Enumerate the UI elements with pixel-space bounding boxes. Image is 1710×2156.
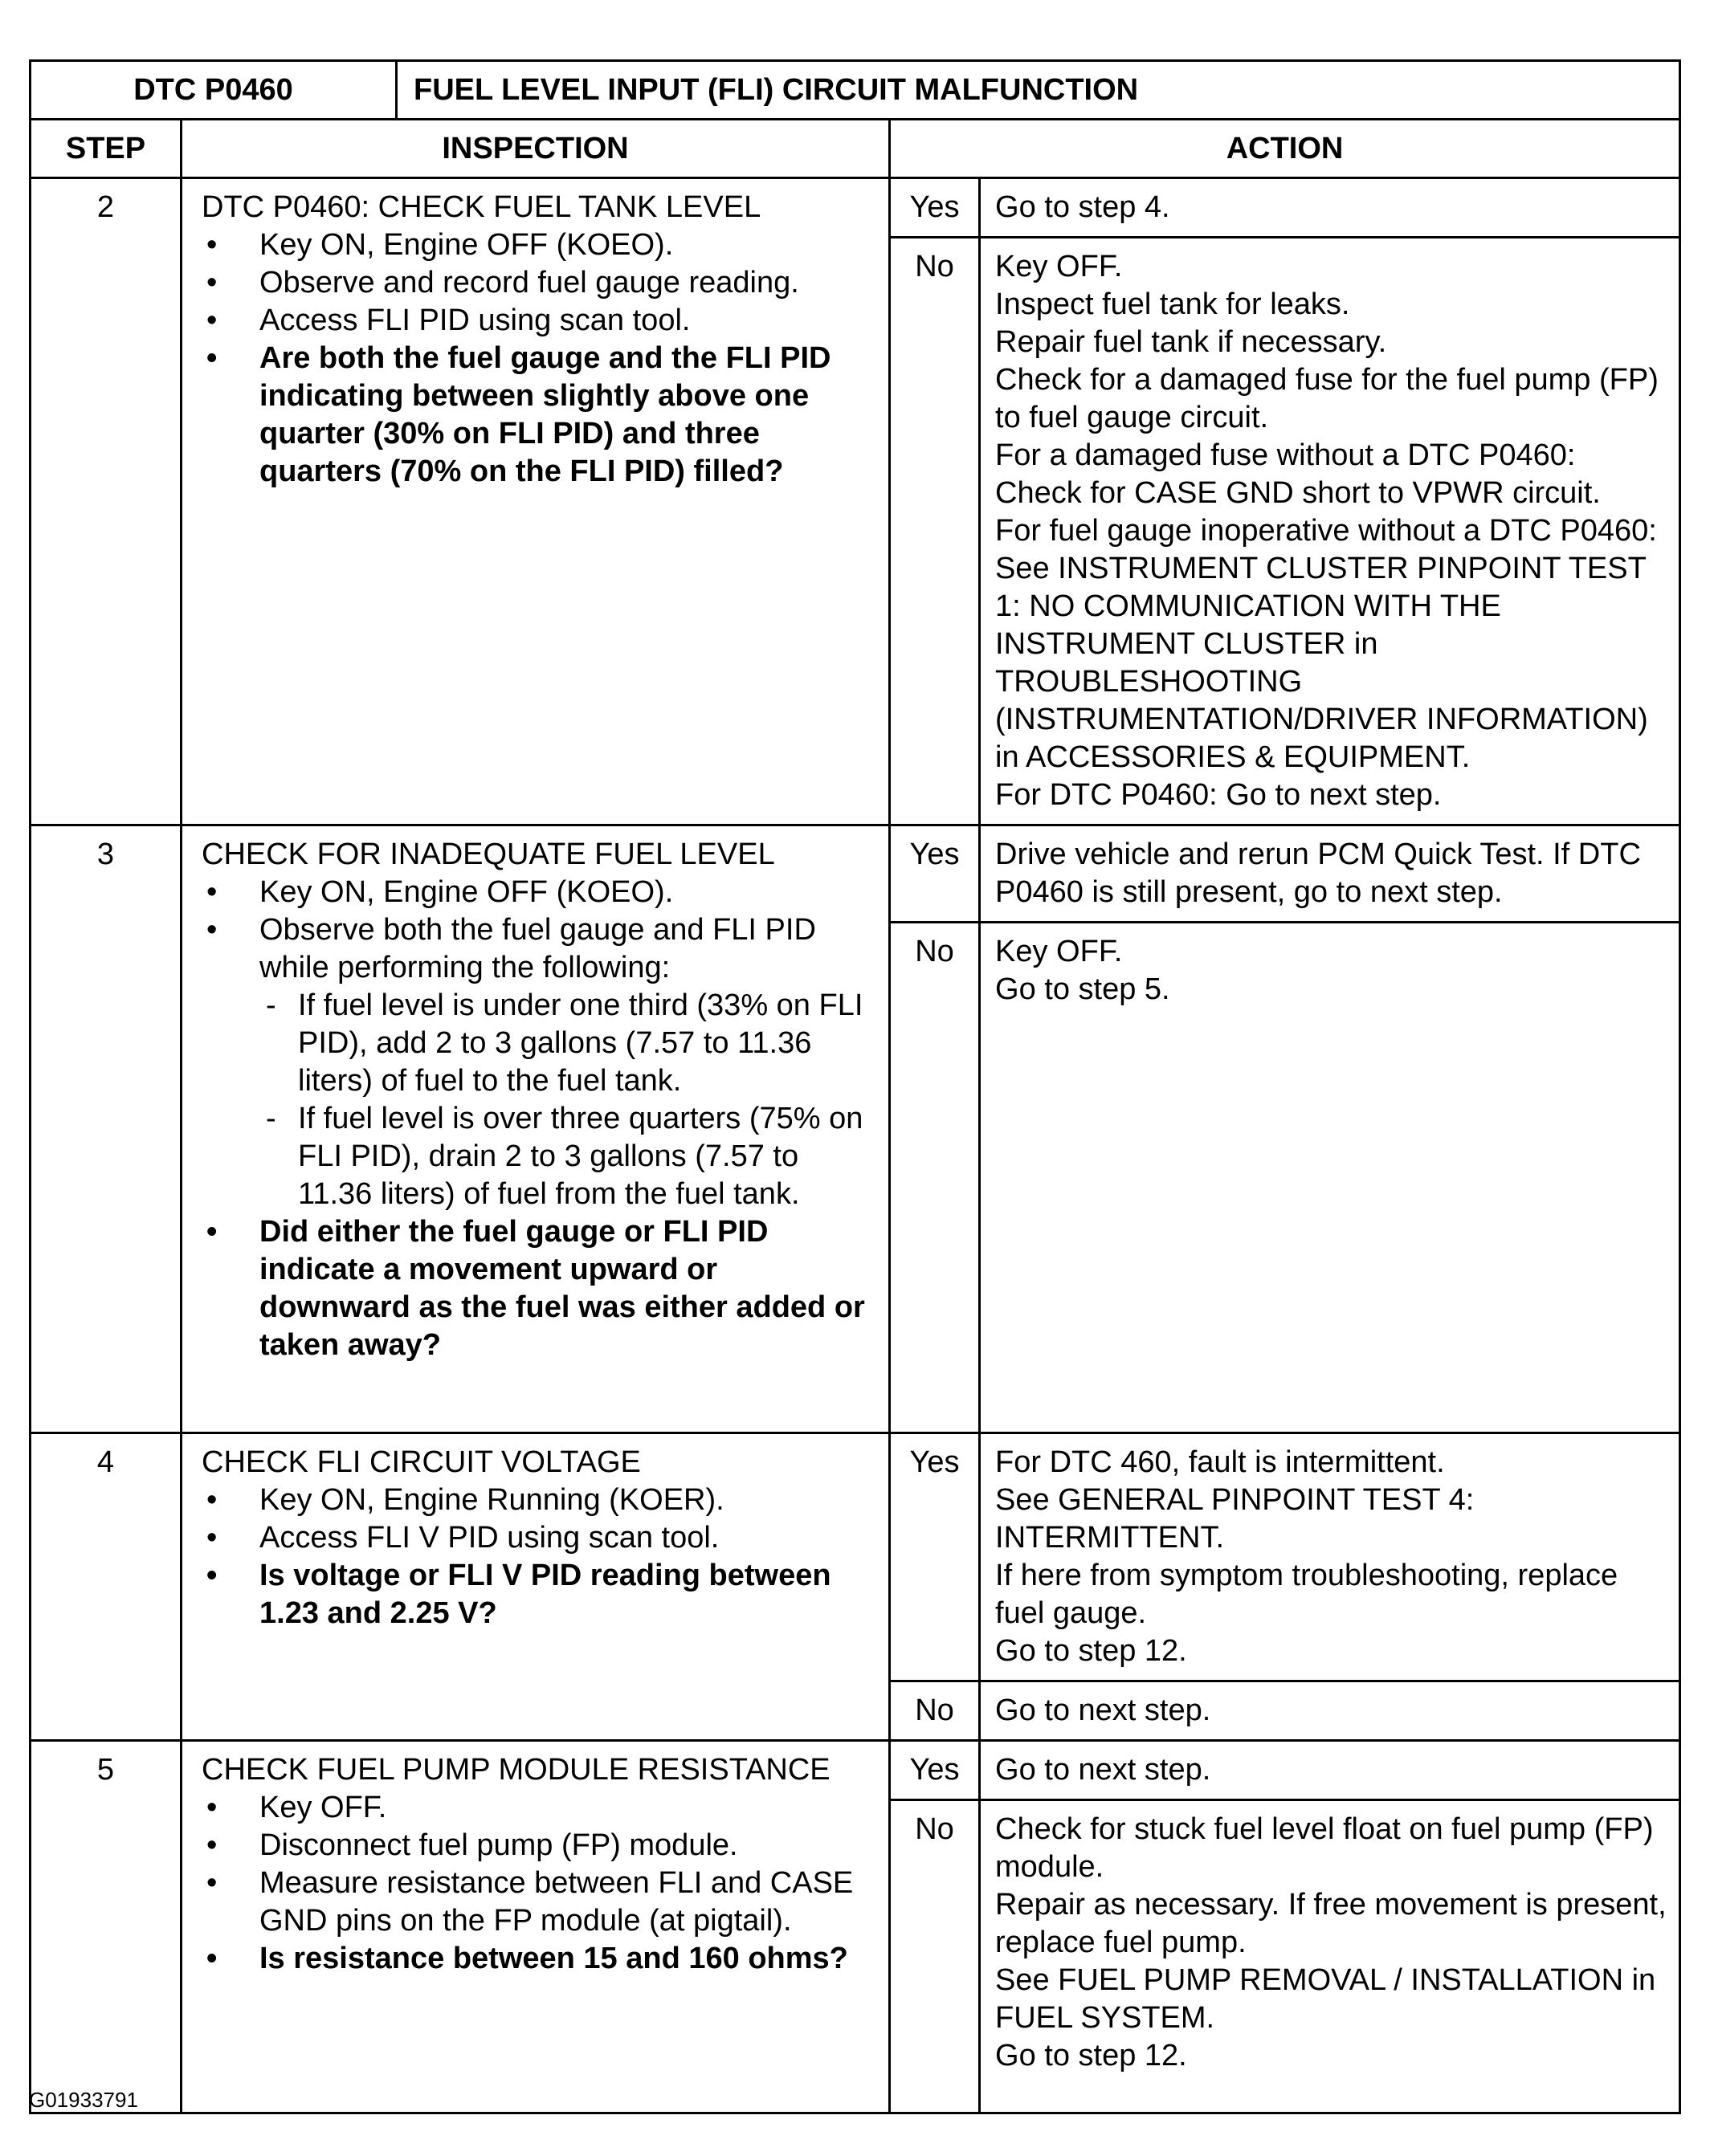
- step-row: [31, 825, 1680, 923]
- action-line: For a damaged fuse without a DTC P0460: Check for CASE GND short to VPWR circuit.: [995, 438, 1601, 510]
- action-line: See FUEL PUMP REMOVAL / INSTALLATION in FUEL SYSTEM.: [995, 1963, 1656, 2035]
- step-column-header: STEP: [31, 120, 182, 178]
- step-number: 5: [31, 1741, 182, 2113]
- action-line: Check for stuck fuel level float on fuel pump (FP) module.: [995, 1812, 1654, 1884]
- yes-action: [980, 1741, 1680, 1800]
- no-label: No: [890, 923, 980, 1433]
- inspection-bullets: [202, 226, 872, 491]
- inspection-cell: [182, 825, 890, 1433]
- action-line: For fuel gauge inoperative without a DTC P0460: See INSTRUMENT CLUSTER PINPOINT TEST 1: NO COMMUNICATION WITH THE INSTRUMENT CLUSTER in TROUBLESHOOTING (INSTRUMENTATION/DRIVER INFORMATION) in ACCESSORIES & EQUIPMENT.: [995, 514, 1657, 774]
- inspection-bullets: [202, 1789, 872, 1978]
- step-row: [31, 178, 1680, 238]
- action-line: Key OFF.: [995, 935, 1123, 968]
- inspection-cell: [182, 178, 890, 825]
- inspection-bullet: [202, 911, 872, 1213]
- inspection-bullet: [202, 1481, 872, 1519]
- action-line: Go to next step.: [995, 1693, 1211, 1727]
- no-action: [980, 1681, 1680, 1741]
- inspection-question: • Is voltage or FLI V PID reading between 1.23 and 2.25 V?: [202, 1557, 872, 1632]
- dtc-code: DTC P0460: [31, 61, 397, 120]
- action-line: For DTC 460, fault is intermittent.: [995, 1445, 1445, 1479]
- inspection-bullet: [202, 264, 872, 302]
- bullet-text: Disconnect fuel pump (FP) module.: [259, 1828, 738, 1862]
- bullet-text: Key ON, Engine Running (KOER).: [259, 1483, 724, 1517]
- action-line: Go to step 12.: [995, 2039, 1187, 2072]
- inspection-subitem: - If fuel level is under one third (33% on FLI PID), add 2 to 3 gallons (7.57 to 11.36 liters) of fuel to the fuel tank.: [259, 987, 872, 1100]
- bullet-text: Key ON, Engine OFF (KOEO).: [259, 875, 674, 909]
- bullet-text: Measure resistance between FLI and CASE GND pins on the FP module (at pigtail).: [259, 1866, 854, 1938]
- no-label: No: [890, 1800, 980, 2113]
- action-line: Go to step 5.: [995, 972, 1170, 1006]
- inspection-subitem: - If fuel level is over three quarters (75% on FLI PID), drain 2 to 3 gallons (7.57 to 11.36 liters) of fuel from the fuel tank.: [259, 1100, 872, 1213]
- inspection-bullet: [202, 1827, 872, 1865]
- action-line: Key OFF.: [995, 250, 1123, 283]
- inspection-bullet: [202, 874, 872, 911]
- yes-label: Yes: [890, 1741, 980, 1800]
- inspection-bullet: [202, 1865, 872, 1940]
- bullet-text: Key OFF.: [259, 1791, 387, 1824]
- figure-id: G01933791: [29, 2088, 138, 2112]
- no-label: No: [890, 238, 980, 825]
- inspection-question: • Are both the fuel gauge and the FLI PID indicating between slightly above one quarter (30% on FLI PID) and three quarters (70% on the FLI PID) filled?: [202, 340, 872, 491]
- yes-label: Yes: [890, 825, 980, 923]
- inspection-bullet: [202, 226, 872, 264]
- inspection-bullet: [202, 1789, 872, 1827]
- yes-action: [980, 825, 1680, 923]
- step-number: 4: [31, 1433, 182, 1741]
- yes-label: Yes: [890, 1433, 980, 1681]
- step-number: 2: [31, 178, 182, 825]
- action-line: Go to step 4.: [995, 190, 1170, 224]
- inspection-title: CHECK FLI CIRCUIT VOLTAGE: [202, 1445, 641, 1479]
- action-line: Go to step 12.: [995, 1634, 1187, 1668]
- inspection-column-header: INSPECTION: [182, 120, 890, 178]
- inspection-cell: [182, 1433, 890, 1741]
- dtc-title: FUEL LEVEL INPUT (FLI) CIRCUIT MALFUNCTION: [397, 61, 1680, 120]
- action-line: Check for a damaged fuse for the fuel pump (FP) to fuel gauge circuit.: [995, 363, 1659, 434]
- inspection-question: • Did either the fuel gauge or FLI PID indicate a movement upward or downward as the fuel was either added or taken away?: [202, 1213, 872, 1364]
- bullet-text: Access FLI PID using scan tool.: [259, 304, 691, 337]
- action-line: Repair fuel tank if necessary.: [995, 325, 1387, 359]
- action-line: Drive vehicle and rerun PCM Quick Test. If DTC P0460 is still present, go to next step.: [995, 838, 1641, 909]
- action-line: See GENERAL PINPOINT TEST 4: INTERMITTENT.: [995, 1483, 1475, 1555]
- action-line: Go to next step.: [995, 1753, 1211, 1787]
- bullet-text: Observe and record fuel gauge reading.: [259, 266, 799, 300]
- action-line: If here from symptom troubleshooting, replace fuel gauge.: [995, 1559, 1618, 1630]
- inspection-subitems: [259, 987, 872, 1213]
- inspection-question: • Is resistance between 15 and 160 ohms?: [202, 1940, 872, 1978]
- bullet-text: Observe both the fuel gauge and FLI PID while performing the following:: [259, 913, 816, 984]
- action-line: Inspect fuel tank for leaks.: [995, 287, 1350, 321]
- inspection-title: CHECK FOR INADEQUATE FUEL LEVEL: [202, 838, 775, 871]
- inspection-bullet: [202, 302, 872, 340]
- step-row: [31, 1433, 1680, 1681]
- dtc-table: [29, 59, 1681, 2114]
- inspection-bullet: [202, 1519, 872, 1557]
- no-action: [980, 923, 1680, 1433]
- yes-label: Yes: [890, 178, 980, 238]
- inspection-cell: [182, 1741, 890, 2113]
- inspection-bullets: [202, 874, 872, 1364]
- yes-action: [980, 178, 1680, 238]
- title-row: [31, 61, 1680, 120]
- inspection-title: CHECK FUEL PUMP MODULE RESISTANCE: [202, 1753, 831, 1787]
- no-action: [980, 238, 1680, 825]
- no-action: [980, 1800, 1680, 2113]
- bullet-text: Key ON, Engine OFF (KOEO).: [259, 228, 674, 262]
- steps-body: [31, 178, 1680, 2113]
- inspection-title: DTC P0460: CHECK FUEL TANK LEVEL: [202, 190, 761, 224]
- bullet-text: Access FLI V PID using scan tool.: [259, 1521, 720, 1555]
- action-line: For DTC P0460: Go to next step.: [995, 778, 1442, 812]
- column-header-row: [31, 120, 1680, 178]
- no-label: No: [890, 1681, 980, 1741]
- step-number: 3: [31, 825, 182, 1433]
- yes-action: [980, 1433, 1680, 1681]
- inspection-bullets: [202, 1481, 872, 1632]
- action-line: Repair as necessary. If free movement is present, replace fuel pump.: [995, 1888, 1667, 1959]
- step-row: [31, 1741, 1680, 1800]
- action-column-header: ACTION: [890, 120, 1680, 178]
